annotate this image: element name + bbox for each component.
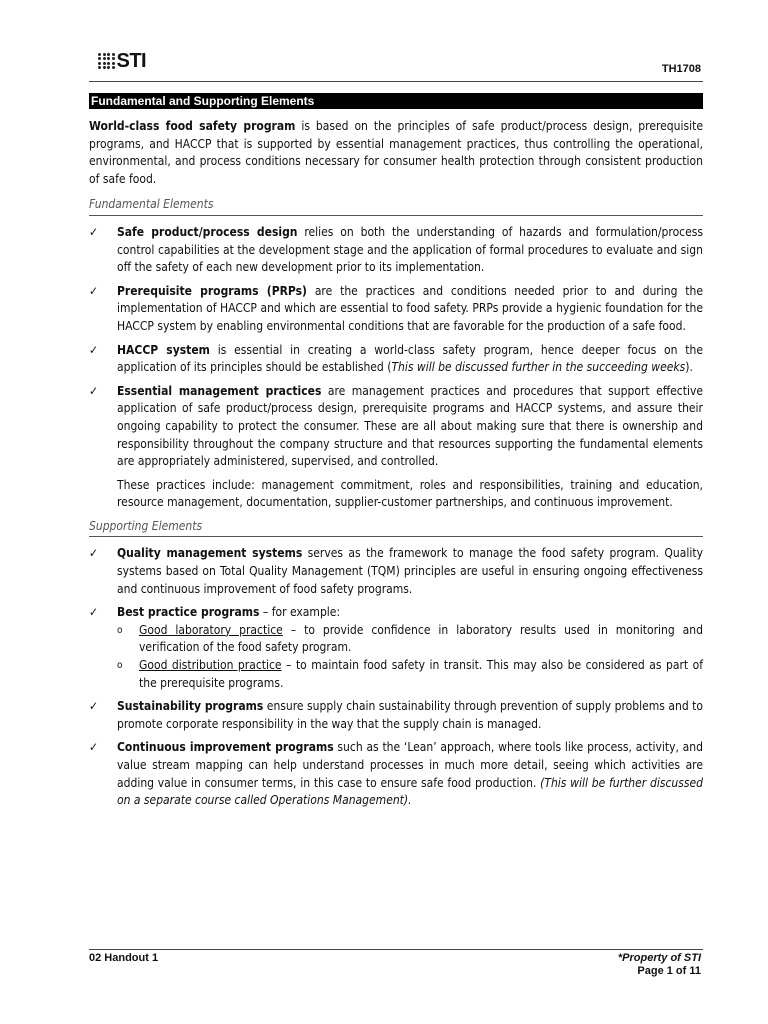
underlined-term: Good distribution practice xyxy=(139,658,282,673)
item-bold: Best practice programs xyxy=(117,605,260,620)
item-bold: Sustainability programs xyxy=(117,699,264,714)
list-item-sustainability xyxy=(89,698,703,733)
footer-right xyxy=(618,952,701,978)
checkmark-icon: ✓ xyxy=(89,342,99,357)
content xyxy=(89,118,703,816)
property-notice: *Property of STI xyxy=(617,952,701,964)
item-text: are management practices and procedures that support effective application of safe product/process design, prerequisite programs and HACCP systems, and assure their ongoing capability to protect the consumer. These are all about making sure that there is ownership and responsibility throughout the company structure and that resources supporting the fundamental elements are appropriately administered, supervised, and controlled. xyxy=(117,383,703,469)
item-tail: ). xyxy=(685,360,693,375)
list-item xyxy=(117,622,703,657)
intro-text: is based on the principles of safe product/process design, prerequisite programs, and HACCP that is supported by essential management practices, thus controlling the operational, environmental, and process conditions necessary for consumer health protection through consistent production of safe food. xyxy=(89,119,703,186)
handout-label: 02 Handout 1 xyxy=(89,952,159,964)
item-italic: (This will be further discussed on a separate course called Operations Management). xyxy=(117,775,703,808)
logo-dots-icon xyxy=(98,53,115,70)
fundamental-elements-heading: Fundamental Elements xyxy=(89,196,703,216)
page-number: Page 1 of 11 xyxy=(637,965,701,977)
intro-bold: World-class food safety program xyxy=(89,119,296,133)
checkmark-icon: ✓ xyxy=(89,605,99,620)
footer-divider xyxy=(89,949,703,950)
item-text: such as the ‘Lean’ approach, where tools like process, activity, and value stream mapping can help understand processes in much more detail, seeing which activities are adding value in consumer terms, in this case to ensure safe food production. xyxy=(117,740,703,790)
document-code: TH1708 xyxy=(661,63,701,75)
intro-paragraph xyxy=(89,118,703,188)
section-title: Fundamental and Supporting Elements xyxy=(89,93,703,109)
circle-bullet-icon: o xyxy=(117,660,123,672)
item-text: is essential in creating a world-class safety program, hence deeper focus on the application of its principles should be established ( xyxy=(117,342,704,375)
list-item xyxy=(117,657,703,692)
item-bold: Essential management practices xyxy=(117,383,322,398)
underlined-term: Good laboratory practice xyxy=(139,622,283,637)
list-item-haccp xyxy=(89,342,703,377)
item-bold: Safe product/process design xyxy=(117,224,298,239)
checkmark-icon: ✓ xyxy=(89,699,99,714)
checkmark-icon: ✓ xyxy=(89,546,99,561)
item-text: relies on both the understanding of hazards and formulation/process control capabilities at the development stage and the application of formal procedures to evaluate and sign off the safety of each new development prior to its implementation. xyxy=(117,224,703,275)
circle-bullet-icon: o xyxy=(117,624,123,636)
item-text: – to maintain food safety in transit. This may also be considered as part of the prerequisite programs. xyxy=(139,658,703,690)
item-text: – to provide confidence in laboratory results used in monitoring and verification of the food safety program. xyxy=(139,622,704,655)
header-divider xyxy=(89,81,703,82)
checkmark-icon: ✓ xyxy=(89,383,99,398)
list-item-prps xyxy=(89,283,703,336)
item-bold: Quality management systems xyxy=(117,546,303,561)
practices-paragraph: These practices include: management commitment, roles and responsibilities, training and education, resource management, documentation, supplier-customer partnerships, and continuous improvement. xyxy=(117,477,703,510)
list-item-best-practice xyxy=(89,604,703,692)
list-item-qms xyxy=(89,545,703,598)
item-bold: Continuous improvement programs xyxy=(117,740,334,755)
item-text: are the practices and conditions needed prior to and during the implementation of HACCP and which are essential to food safety. PRPs provide a hygienic foundation for the HACCP system by enabling environmental conditions that are favorable for the production of a safe food. xyxy=(117,283,704,333)
item-text: – for example: xyxy=(259,605,341,620)
list-item-management-practices xyxy=(89,383,703,512)
checkmark-icon: ✓ xyxy=(89,283,99,298)
logo-text: STI xyxy=(116,49,147,72)
sti-logo xyxy=(98,48,146,74)
item-bold: HACCP system xyxy=(117,342,210,357)
checkmark-icon: ✓ xyxy=(89,224,99,239)
checkmark-icon: ✓ xyxy=(89,740,99,755)
best-practice-sublist xyxy=(117,622,703,692)
item-text: ensure supply chain sustainability through prevention of supply problems and to promote corporate responsibility in the way that the supply chain is managed. xyxy=(117,699,703,731)
list-item-safe-design xyxy=(89,224,703,277)
item-bold: Prerequisite programs (PRPs) xyxy=(117,283,307,298)
item-italic: This will be discussed further in the succeeding weeks xyxy=(391,360,686,375)
item-text: serves as the framework to manage the food safety program. Quality systems based on Total Quality Management (TQM) principles are useful in ensuring ongoing effectiveness and continuous improvement of food safety programs. xyxy=(117,546,703,596)
supporting-elements-heading: Supporting Elements xyxy=(89,518,703,538)
list-item-continuous-improvement xyxy=(89,739,703,809)
